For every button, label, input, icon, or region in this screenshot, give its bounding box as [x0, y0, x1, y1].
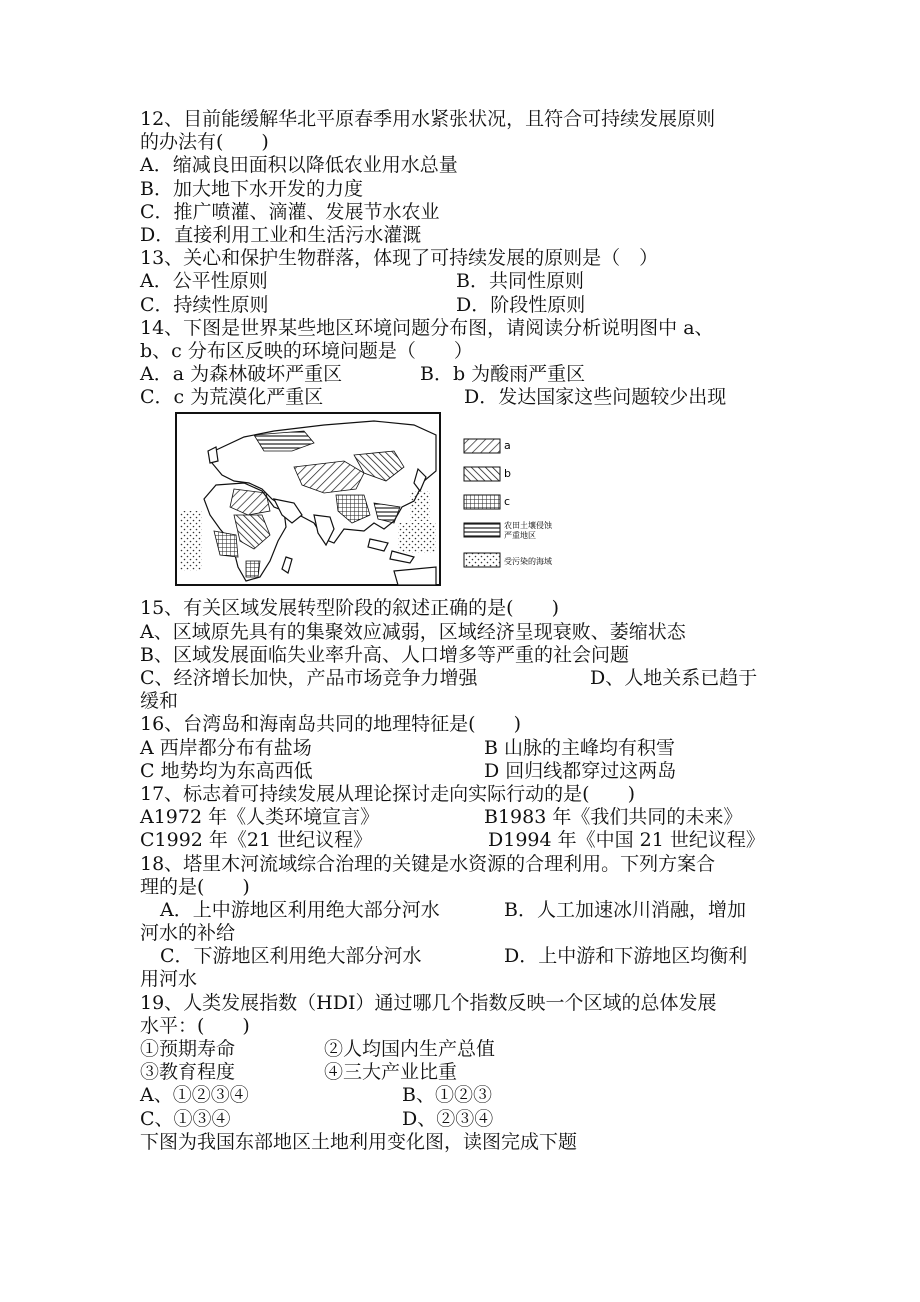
- q16-option-d: D 回归线都穿过这两岛: [484, 759, 677, 782]
- legend-label-soil-erosion-1: 农田土壤侵蚀: [504, 521, 552, 531]
- q17-option-a: A1972 年《人类环境宣言》: [140, 806, 380, 829]
- legend-label-c: c: [504, 495, 511, 509]
- q12-option-d: D．直接利用工业和生活污水灌溉: [140, 223, 422, 246]
- q16-stem: 16、台湾岛和海南岛共同的地理特征是( ): [140, 713, 522, 736]
- q19-items-row2: [140, 1061, 790, 1084]
- q18-options-row1: [140, 899, 790, 922]
- area-c-southern-africa: [246, 561, 260, 577]
- q12-option-b: B．加大地下水开发的力度: [140, 177, 363, 200]
- q14-stem-cont: b、c 分布区反映的环境问题是（ ）: [140, 339, 473, 362]
- q18-option-b: B．人工加速冰川消融，增加: [504, 898, 746, 921]
- map-legend: [464, 439, 553, 567]
- q15-option-c: C、经济增长加快，产品市场竞争力增强: [140, 667, 478, 689]
- q19-option-a: A、①②③④: [140, 1084, 249, 1107]
- q14-options-row2: [140, 386, 790, 409]
- q19-item-4: ④三大产业比重: [324, 1061, 458, 1084]
- q16-option-b: B 山脉的主峰均有积雪: [484, 736, 676, 759]
- q13-option-a: A．公平性原则: [140, 270, 268, 293]
- legend-swatch-soil-erosion: [464, 523, 500, 537]
- q17-options-row1: [140, 806, 790, 829]
- q19-option-c: C、①③④: [140, 1107, 231, 1130]
- legend-label-b: b: [504, 467, 511, 481]
- q17-options-row2: [140, 829, 790, 852]
- q18-option-d: D．上中游和下游地区均衡利: [504, 945, 748, 968]
- q14-options-row1: [140, 363, 790, 386]
- legend-swatch-c: [464, 495, 500, 509]
- q12-stem: 12、目前能缓解华北平原春季用水紧张状况，且符合可持续发展原则: [140, 108, 716, 130]
- q13-stem: 13、关心和保护生物群落，体现了可持续发展的原则是（ ）: [140, 247, 659, 270]
- q16-options-row2: [140, 760, 790, 783]
- legend-label-a: a: [504, 439, 511, 453]
- q14-option-b: B．b 为酸雨严重区: [420, 363, 586, 386]
- q19-item-2: ②人均国内生产总值: [324, 1038, 496, 1060]
- q18-option-a: A．上中游地区利用绝大部分河水: [160, 898, 440, 921]
- q18-option-c: C．下游地区利用绝大部分河水: [160, 945, 422, 968]
- q19-stem-cont: 水平：( ): [140, 1014, 250, 1037]
- q14-option-c: C．c 为荒漠化严重区: [140, 386, 324, 409]
- q18-options-row2: [140, 945, 790, 968]
- q19-stem: 19、人类发展指数（HDI）通过哪几个指数反映一个区域的总体发展: [140, 991, 717, 1014]
- q12-option-c: C．推广喷灌、滴灌、发展节水农业: [140, 200, 440, 223]
- q19-item-1: ①预期寿命: [140, 1038, 236, 1060]
- q15-option-b: B、区域发展面临失业率升高、人口增多等严重的社会问题: [140, 643, 629, 666]
- exam-page: [140, 108, 790, 1154]
- q12-stem-cont: 的办法有( ): [140, 131, 269, 154]
- q13-option-b: B．共同性原则: [456, 270, 584, 293]
- q13-options-row2: [140, 294, 790, 317]
- q19-items-row1: [140, 1038, 790, 1061]
- legend-label-polluted-sea: 受污染的海域: [504, 557, 552, 567]
- q16-option-a: A 西岸都分布有盐场: [140, 736, 312, 759]
- legend-label-soil-erosion-2: 严重地区: [504, 531, 536, 541]
- q15-options-row: [140, 667, 790, 690]
- q18-option-b-cont: 河水的补给: [140, 922, 236, 945]
- q14-option-a: A．a 为森林破坏严重区: [140, 363, 343, 386]
- q17-option-b: B1983 年《我们共同的未来》: [484, 806, 743, 829]
- q19-options-row2: [140, 1108, 790, 1131]
- q16-options-row1: [140, 737, 790, 760]
- q13-options-row1: [140, 270, 790, 293]
- q18-stem: 18、塔里木河流域综合治理的关键是水资源的合理利用。下列方案合: [140, 852, 716, 875]
- q15-option-d: D、人地关系已趋于: [590, 667, 758, 689]
- q14-stem: 14、下图是世界某些地区环境问题分布图，请阅读分析说明图中 a、: [140, 316, 714, 339]
- q17-stem: 17、标志着可持续发展从理论探讨走向实际行动的是( ): [140, 782, 636, 805]
- legend-swatch-polluted-sea: [464, 553, 500, 567]
- q15-stem: 15、有关区域发展转型阶段的叙述正确的是( ): [140, 597, 560, 620]
- q13-option-c: C．持续性原则: [140, 293, 269, 316]
- q19-option-d: D、②③④: [402, 1107, 494, 1130]
- q18-option-d-cont: 用河水: [140, 968, 198, 991]
- environment-problem-map-figure: [174, 411, 790, 591]
- q19-item-3: ③教育程度: [140, 1061, 236, 1084]
- q19-option-b: B、①②③: [402, 1084, 492, 1107]
- q17-option-c: C1992 年《21 世纪议程》: [140, 829, 373, 852]
- world-environment-map: [174, 411, 594, 589]
- legend-swatch-a: [464, 439, 500, 453]
- q15-option-d-cont: 缓和: [140, 690, 179, 713]
- q12-option-a: A．缩减良田面积以降低农业用水总量: [140, 154, 458, 177]
- q17-option-d: D1994 年《中国 21 世纪议程》: [488, 829, 765, 852]
- q16-option-c: C 地势均为东高西低: [140, 759, 313, 782]
- q18-stem-cont: 理的是( ): [140, 875, 250, 898]
- q14-option-d: D．发达国家这些问题较少出现: [464, 386, 727, 409]
- q19-options-row1: [140, 1084, 790, 1107]
- q15-option-a: A、区域原先具有的集聚效应减弱，区域经济呈现衰败、萎缩状态: [140, 620, 686, 643]
- legend-swatch-b: [464, 467, 500, 481]
- next-figure-intro: 下图为我国东部地区土地利用变化图，读图完成下题: [140, 1130, 578, 1153]
- q13-option-d: D．阶段性原则: [456, 293, 586, 316]
